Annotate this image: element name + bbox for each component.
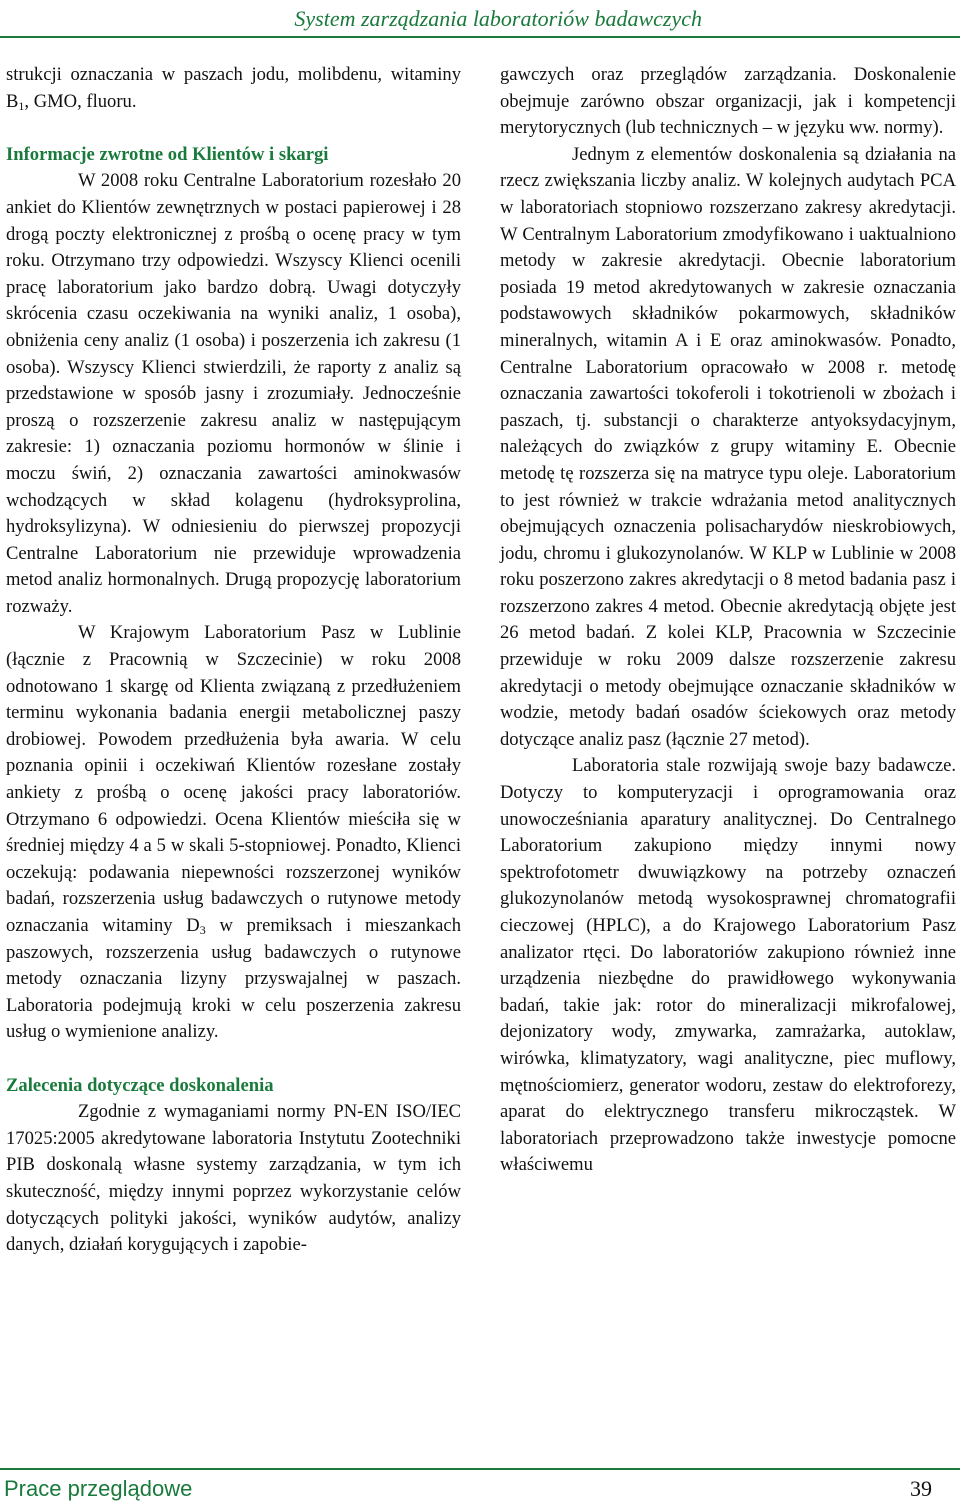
footer-rule — [0, 1468, 960, 1470]
paragraph-text: , GMO, fluoru. — [24, 90, 137, 112]
paragraph-equipment: Laboratoria stale rozwijają swoje bazy badawcze. Dotyczy to komputeryzacji i oprogramowania oraz unowocześniania aparatury analitycznej. Do Centralnego Laboratorium zakupiono między innymi nowy spektrofotometr dwuwiązkowy na potrzeby oznaczeń glukozynolanów metodą wysokosprawnej chromatografii cieczowej (HPLC), a do Krajowego Laboratorium Pasz analizator rtęci. Do laboratoriów zakupiono również inne urządzenia niezbędne do prawidłowego wykonywania badań, takie jak: rotor do mineralizacji mikrofalowej, dejonizatory wody, zmywarka, zamrażarka, autoklaw, wirówka, klimatyzatory, wagi analityczne, piec muflowy, mętnościomierz, generator wodoru, zestaw do elektroforezy, aparat do elektrycznego transferu mikrocząstek. W laboratoriach przeprowadzono także inwestycje pomocne właściwemu — [500, 755, 956, 1176]
spacer — [6, 1046, 461, 1073]
section-heading-improvement: Zalecenia dotyczące doskonalenia — [6, 1074, 274, 1096]
header-rule — [0, 36, 960, 38]
paragraph-continuation — [6, 62, 461, 115]
paragraph-text: w premiksach i mieszankach paszowych, rozszerzenia usług badawczych o rutynowe metody oznaczania lizyny przyswajalnej w paszach. Laboratoria podejmują kroki w celu poszerzenia zakresu usług o wymienione analizy. — [6, 915, 461, 1043]
paragraph-lublin-lab — [6, 620, 461, 1046]
left-column — [6, 62, 461, 1259]
subscript: 3 — [199, 923, 206, 937]
page-number: 39 — [910, 1476, 932, 1501]
running-title: System zarządzania laboratoriów badawczych — [294, 6, 702, 31]
section-heading-feedback: Informacje zwrotne od Klientów i skargi — [6, 143, 329, 165]
paragraph-text: W Krajowym Laboratorium Pasz w Lublinie (łącznie z Pracownią w Szczecinie) w roku 2008 odnotowano 1 skargę od Klienta związaną z przedłużeniem terminu wykonania badania energii metabolicznej paszy drobiowej. Powodem przedłużenia była awaria. W celu poznania opinii i oczekiwań Klientów rozesłane zostały ankiety z prośbą o ocenę jakości pracy laboratoriów. Otrzymano 6 odpowiedzi. Ocena Klientów mieściła się w średniej między 4 a 5 w skali 5-stopniowej. Ponadto, Klienci oczekują: podawania niepewności rozszerzonej wyników badań, rozszerzenia usług badawczych o rutynowe metody oznaczania witaminy D — [6, 622, 461, 936]
paragraph-standard-requirements: Zgodnie z wymaganiami normy PN-EN ISO/IEC 17025:2005 akredytowane laboratoria Instytutu Zootechniki PIB doskonalą własne systemy zarządzania, w tym ich skuteczność, między innymi poprzez wykorzystanie celów dotyczących polityki jakości, wyników audytów, analizy danych, działań korygujących i zapobie- — [6, 1101, 461, 1256]
subscript: 1 — [18, 98, 25, 113]
spacer — [6, 115, 461, 142]
right-column — [500, 62, 956, 1179]
paragraph-text: strukcji oznaczania w paszach jodu, molibdenu, witaminy B — [6, 64, 461, 112]
paragraph-central-lab-survey: W 2008 roku Centralne Laboratorium rozesłało 20 ankiet do Klientów zewnętrznych w postaci papierowej i 28 drogą poczty elektronicznej z prośbą o ocenę pracy w tym roku. Otrzymano trzy odpowiedzi. Wszyscy Klienci ocenili pracę laboratorium jako bardzo dobrą. Uwagi dotyczyły skrócenia czasu oczekiwania na wyniki analiz, 1 osoba), obniżenia ceny analiz (1 osoba) i poszerzenia ich zakresu (1 osoba). Wszyscy Klienci stwierdzili, że raporty z analiz są przedstawione w sposób jasny i zrozumiały. Jednocześnie proszą o rozszerzenie zakresu analiz w następującym zakresie: 1) oznaczania poziomu hormonów w ślinie i moczu świń, 2) oznaczania zawartości aminokwasów wchodzących w skład kolagenu (hydroksyprolina, hydroksylizyna). W odniesieniu do pierwszej propozycji Centralne Laboratorium nie przewiduje wprowadzenia metod analiz hormonalnych. Drugą propozycję laboratorium rozważy. — [6, 170, 461, 617]
paragraph-accreditation: Jednym z elementów doskonalenia są działania na rzecz zwiększania liczby analiz. W kolejnych audytach PCA w laboratoriach stopniowo rozszerzano zakresy akredytacji. W Centralnym Laboratorium zmodyfikowano i uaktualniono metody w zakresie akredytacji. Obecnie laboratorium posiada 19 metod akredytowanych w zakresie oznaczania podstawowych składników pokarmowych, składników mineralnych, witamin A i E oraz aminokwasów. Ponadto, Centralne Laboratorium opracowało w 2008 r. metodę oznaczania zawartości tokoferoli i tokotrienoli w zbożach i paszach, tj. substancji o charakterze antyoksydacyjnym, należących do związków z grupy witaminy E. Obecnie metodę tę rozszerza się na matryce typu oleje. Laboratorium to jest również w trakcie wdrażania metod analitycznych obejmujących oznaczenia polisacharydów nieskrobiowych, jodu, chromu i glukozynolanów. W KLP w Lublinie w 2008 roku poszerzono zakres akredytacji o 8 metod badania pasz i rozszerzono zakres 4 metod. Obecnie akredytacją objęte jest 26 metod badań. Z kolei KLP, Pracownia w Szczecinie przewiduje w roku 2009 dalsze rozszerzenie zakresu akredytacji o metody obejmujące oznaczanie składników w wodzie, metody badań osadów ściekowych oraz metody dotyczące analiz pasz (łącznie 27 metod). — [500, 143, 956, 750]
footer-section-label: Prace przeglądowe — [4, 1476, 193, 1501]
paragraph-continuation: gawczych oraz przeglądów zarządzania. Doskonalenie obejmuje zarówno obszar organizacji, jak i kompetencji merytorycznych (lub technicznych – w języku ww. normy). — [500, 64, 956, 139]
page-header — [0, 0, 960, 46]
